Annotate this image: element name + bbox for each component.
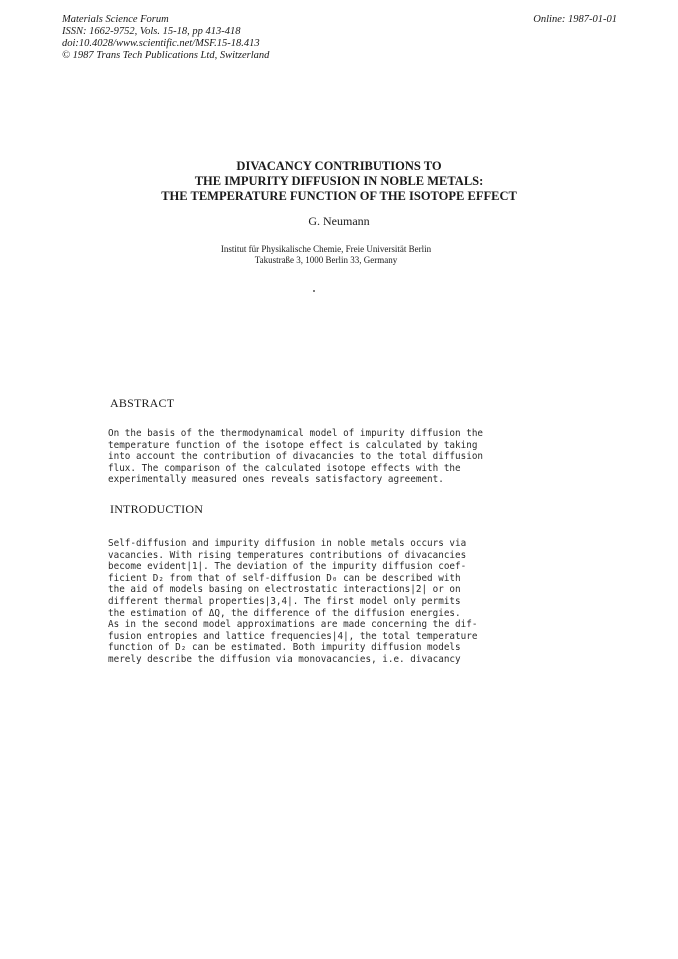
publication-metadata	[62, 14, 269, 62]
introduction-body	[108, 538, 477, 666]
intro-line: the aid of models basing on electrostatic interactions|2| or on	[108, 584, 461, 596]
abstract-line: temperature function of the isotope effect is calculated by taking	[108, 439, 478, 451]
stray-dot	[313, 290, 315, 292]
abstract-line: experimentally measured ones reveals satisfactory agreement.	[108, 474, 444, 486]
abstract-heading: ABSTRACT	[110, 396, 175, 410]
intro-line: merely describe the diffusion via monovacancies, i.e. divacancy	[108, 653, 461, 665]
title-line-2: THE IMPURITY DIFFUSION IN NOBLE METALS:	[194, 174, 484, 188]
affiliation-line-2: Takustraße 3, 1000 Berlin 33, Germany	[254, 255, 398, 265]
abstract-line: flux. The comparison of the calculated isotope effects with the	[108, 462, 461, 474]
title-line-3: THE TEMPERATURE FUNCTION OF THE ISOTOPE EFFECT	[161, 189, 517, 203]
issn-line: ISSN: 1662-9752, Vols. 15-18, pp 413-418	[62, 26, 241, 37]
online-date: Online: 1987-01-01	[533, 14, 617, 25]
abstract-body	[108, 428, 483, 486]
affiliation-line-1: Institut für Physikalische Chemie, Freie Universität Berlin	[220, 244, 432, 254]
intro-line: become evident|1|. The deviation of the impurity diffusion coef-	[108, 561, 467, 573]
intro-line: As in the second model approximations are made concerning the dif-	[108, 619, 478, 631]
intro-line: different thermal properties|3,4|. The first model only permits	[108, 595, 461, 607]
intro-line: the estimation of ΔQ, the difference of the diffusion energies.	[108, 607, 461, 619]
intro-line: vacancies. With rising temperatures contributions of divacancies	[108, 549, 467, 561]
introduction-heading: INTRODUCTION	[110, 502, 204, 516]
author-name: G. Neumann	[308, 214, 370, 228]
copyright-line: © 1987 Trans Tech Publications Ltd, Switzerland	[62, 50, 270, 61]
paper-title	[0, 159, 678, 204]
abstract-line: into account the contribution of divacancies to the total diffusion	[108, 451, 484, 463]
doi-line: doi:10.4028/www.scientific.net/MSF.15-18.413	[62, 38, 260, 49]
journal-name: Materials Science Forum	[62, 14, 169, 25]
affiliation	[0, 244, 652, 266]
title-line-1: DIVACANCY CONTRIBUTIONS TO	[236, 159, 442, 173]
intro-line: Self-diffusion and impurity diffusion in noble metals occurs via	[108, 538, 467, 549]
intro-line: fusion entropies and lattice frequencies|4|, the total temperature	[108, 630, 478, 642]
intro-line: ficient D₂ from that of self-diffusion D₀ can be described with	[108, 572, 461, 584]
abstract-line: On the basis of the thermodynamical model of impurity diffusion the	[108, 428, 484, 439]
intro-line: function of D₂ can be estimated. Both impurity diffusion models	[108, 642, 461, 654]
